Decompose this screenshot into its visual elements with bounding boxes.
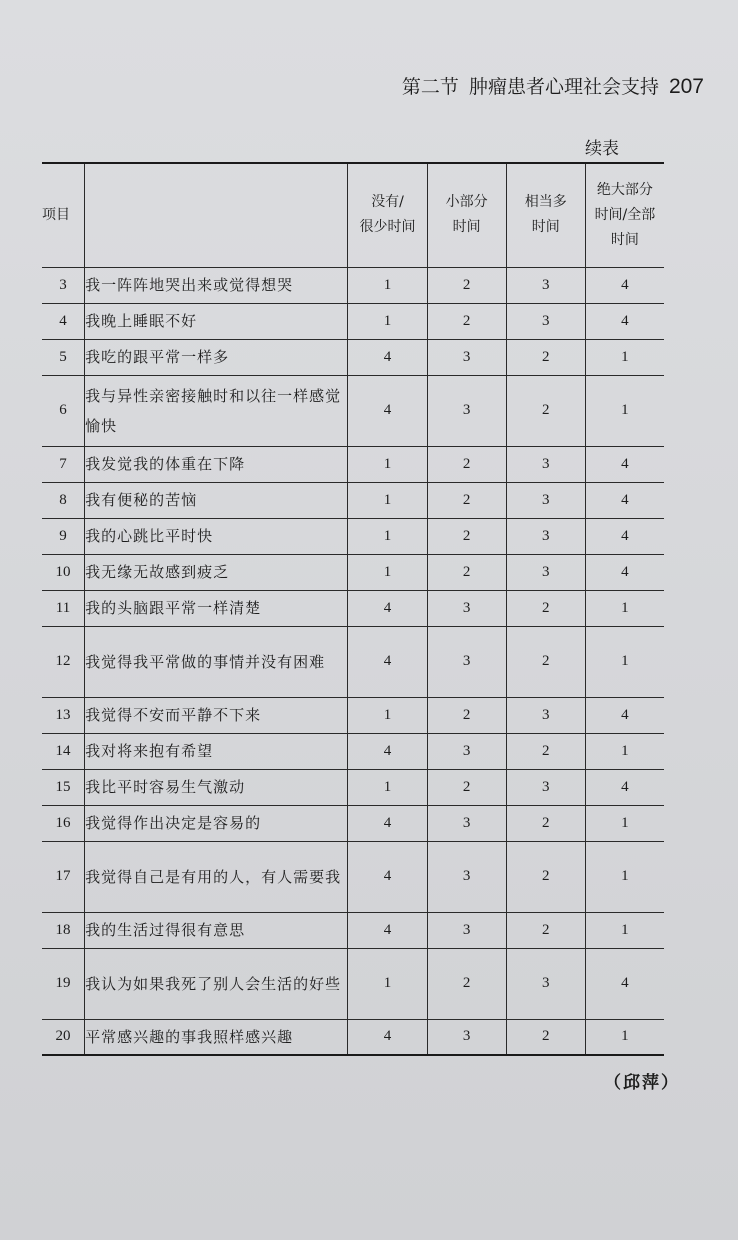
- score-cell: 4: [348, 805, 427, 841]
- score-cell: 4: [585, 554, 664, 590]
- item-number: 12: [42, 626, 85, 697]
- column-header-text: 绝大部分 时间/全部 时间: [594, 181, 656, 248]
- item-statement: 我无缘无故感到疲乏: [85, 554, 348, 590]
- score-cell: 4: [348, 590, 427, 626]
- table-row: [42, 733, 664, 769]
- column-header-item: 项目: [42, 163, 85, 267]
- score-cell: 4: [585, 769, 664, 805]
- item-number: 17: [42, 841, 85, 912]
- table-row: [42, 375, 664, 446]
- item-statement: 我一阵阵地哭出来或觉得想哭: [85, 267, 348, 303]
- author-credit: （邱萍）: [604, 1073, 680, 1093]
- score-cell: 3: [427, 339, 506, 375]
- table-row: [42, 590, 664, 626]
- score-cell: 4: [348, 626, 427, 697]
- column-header-text: 相当多 时间: [524, 194, 567, 236]
- score-cell: 3: [506, 554, 585, 590]
- item-statement: 我发觉我的体重在下降: [85, 446, 348, 482]
- score-cell: 3: [427, 733, 506, 769]
- item-statement: 我觉得不安而平静不下来: [85, 697, 348, 733]
- chapter-title: 肿瘤患者心理社会支持: [468, 76, 659, 98]
- score-cell: 3: [427, 912, 506, 948]
- score-cell: 1: [585, 590, 664, 626]
- score-cell: 3: [506, 303, 585, 339]
- score-cell: 1: [348, 948, 427, 1019]
- score-cell: 2: [506, 626, 585, 697]
- score-cell: 3: [506, 769, 585, 805]
- item-number: 5: [42, 339, 85, 375]
- score-cell: 2: [506, 805, 585, 841]
- item-number: 3: [42, 267, 85, 303]
- score-cell: 4: [585, 482, 664, 518]
- score-cell: 4: [585, 303, 664, 339]
- item-number: 18: [42, 912, 85, 948]
- rating-scale-table: [42, 162, 664, 1056]
- score-cell: 2: [506, 733, 585, 769]
- item-statement: 我对将来抱有希望: [85, 733, 348, 769]
- score-cell: 4: [348, 1019, 427, 1055]
- table-row: [42, 554, 664, 590]
- item-statement: 我晚上睡眠不好: [85, 303, 348, 339]
- item-statement: 我有便秘的苦恼: [85, 482, 348, 518]
- item-number: 6: [42, 375, 85, 446]
- column-header-text: 小部分 时间: [445, 194, 488, 236]
- table-row: [42, 446, 664, 482]
- score-cell: 1: [348, 303, 427, 339]
- item-statement: 我觉得我平常做的事情并没有困难: [85, 626, 348, 697]
- score-cell: 3: [427, 1019, 506, 1055]
- item-statement: 我的头脑跟平常一样清楚: [85, 590, 348, 626]
- score-cell: 4: [585, 948, 664, 1019]
- score-cell: 3: [506, 697, 585, 733]
- score-cell: 2: [427, 267, 506, 303]
- item-number: 19: [42, 948, 85, 1019]
- item-number: 8: [42, 482, 85, 518]
- score-cell: 2: [506, 375, 585, 446]
- table-row: [42, 1019, 664, 1055]
- score-cell: 3: [427, 805, 506, 841]
- score-cell: 1: [585, 733, 664, 769]
- item-number: 10: [42, 554, 85, 590]
- item-statement: 我比平时容易生气激动: [85, 769, 348, 805]
- score-cell: 1: [585, 339, 664, 375]
- score-cell: 2: [506, 339, 585, 375]
- score-cell: 4: [348, 912, 427, 948]
- score-cell: 1: [585, 1019, 664, 1055]
- score-cell: 1: [585, 841, 664, 912]
- item-number: 7: [42, 446, 85, 482]
- table-row: [42, 626, 664, 697]
- score-cell: 3: [427, 375, 506, 446]
- score-cell: 1: [348, 267, 427, 303]
- score-cell: 1: [585, 805, 664, 841]
- score-cell: 3: [427, 841, 506, 912]
- item-number: 4: [42, 303, 85, 339]
- score-cell: 2: [427, 769, 506, 805]
- table-row: [42, 518, 664, 554]
- table-header-row: [42, 163, 664, 267]
- item-statement: 我的生活过得很有意思: [85, 912, 348, 948]
- score-cell: 4: [585, 518, 664, 554]
- table-row: [42, 697, 664, 733]
- score-cell: 1: [585, 375, 664, 446]
- column-header-considerable: [506, 163, 585, 267]
- item-statement: 我觉得作出决定是容易的: [85, 805, 348, 841]
- item-number: 13: [42, 697, 85, 733]
- table-row: [42, 841, 664, 912]
- score-cell: 1: [348, 482, 427, 518]
- item-number: 14: [42, 733, 85, 769]
- score-cell: 2: [427, 303, 506, 339]
- table-row: [42, 805, 664, 841]
- running-header: [402, 72, 704, 99]
- table-row: [42, 267, 664, 303]
- item-number: 9: [42, 518, 85, 554]
- score-cell: 4: [348, 339, 427, 375]
- score-cell: 4: [348, 841, 427, 912]
- score-cell: 1: [348, 554, 427, 590]
- score-cell: 2: [427, 482, 506, 518]
- item-number: 20: [42, 1019, 85, 1055]
- score-cell: 2: [427, 446, 506, 482]
- column-header-most: [585, 163, 664, 267]
- score-cell: 2: [506, 912, 585, 948]
- score-cell: 3: [506, 518, 585, 554]
- score-cell: 4: [585, 697, 664, 733]
- score-cell: 2: [506, 1019, 585, 1055]
- column-header-little: [427, 163, 506, 267]
- continued-label: 续表: [585, 139, 619, 159]
- section-label: 第二节: [401, 76, 459, 98]
- score-cell: 3: [427, 626, 506, 697]
- page-number: 207: [668, 75, 704, 98]
- score-cell: 2: [506, 841, 585, 912]
- score-cell: 3: [427, 590, 506, 626]
- score-cell: 4: [348, 733, 427, 769]
- table-row: [42, 912, 664, 948]
- score-cell: 1: [348, 446, 427, 482]
- score-cell: 3: [506, 948, 585, 1019]
- item-statement: 我的心跳比平时快: [85, 518, 348, 554]
- table-row: [42, 769, 664, 805]
- score-cell: 4: [585, 446, 664, 482]
- table-row: [42, 339, 664, 375]
- item-number: 16: [42, 805, 85, 841]
- score-cell: 3: [506, 446, 585, 482]
- score-cell: 2: [506, 590, 585, 626]
- score-cell: 4: [585, 267, 664, 303]
- score-cell: 4: [348, 375, 427, 446]
- item-statement: 我与异性亲密接触时和以往一样感觉愉快: [85, 375, 348, 446]
- score-cell: 3: [506, 267, 585, 303]
- score-cell: 2: [427, 697, 506, 733]
- column-header-none: [348, 163, 427, 267]
- score-cell: 2: [427, 554, 506, 590]
- score-cell: 2: [427, 948, 506, 1019]
- item-statement: 我吃的跟平常一样多: [85, 339, 348, 375]
- score-cell: 1: [348, 697, 427, 733]
- table-row: [42, 948, 664, 1019]
- score-cell: 1: [585, 912, 664, 948]
- column-header-question: [85, 163, 348, 267]
- score-cell: 3: [506, 482, 585, 518]
- item-statement: 平常感兴趣的事我照样感兴趣: [85, 1019, 348, 1055]
- item-statement: 我认为如果我死了别人会生活的好些: [85, 948, 348, 1019]
- column-header-text: 没有/ 很少时间: [359, 194, 416, 236]
- score-cell: 2: [427, 518, 506, 554]
- table-row: [42, 482, 664, 518]
- item-number: 11: [42, 590, 85, 626]
- score-cell: 1: [348, 769, 427, 805]
- score-cell: 1: [348, 518, 427, 554]
- table-row: [42, 303, 664, 339]
- score-cell: 1: [585, 626, 664, 697]
- item-number: 15: [42, 769, 85, 805]
- item-statement: 我觉得自己是有用的人，有人需要我: [85, 841, 348, 912]
